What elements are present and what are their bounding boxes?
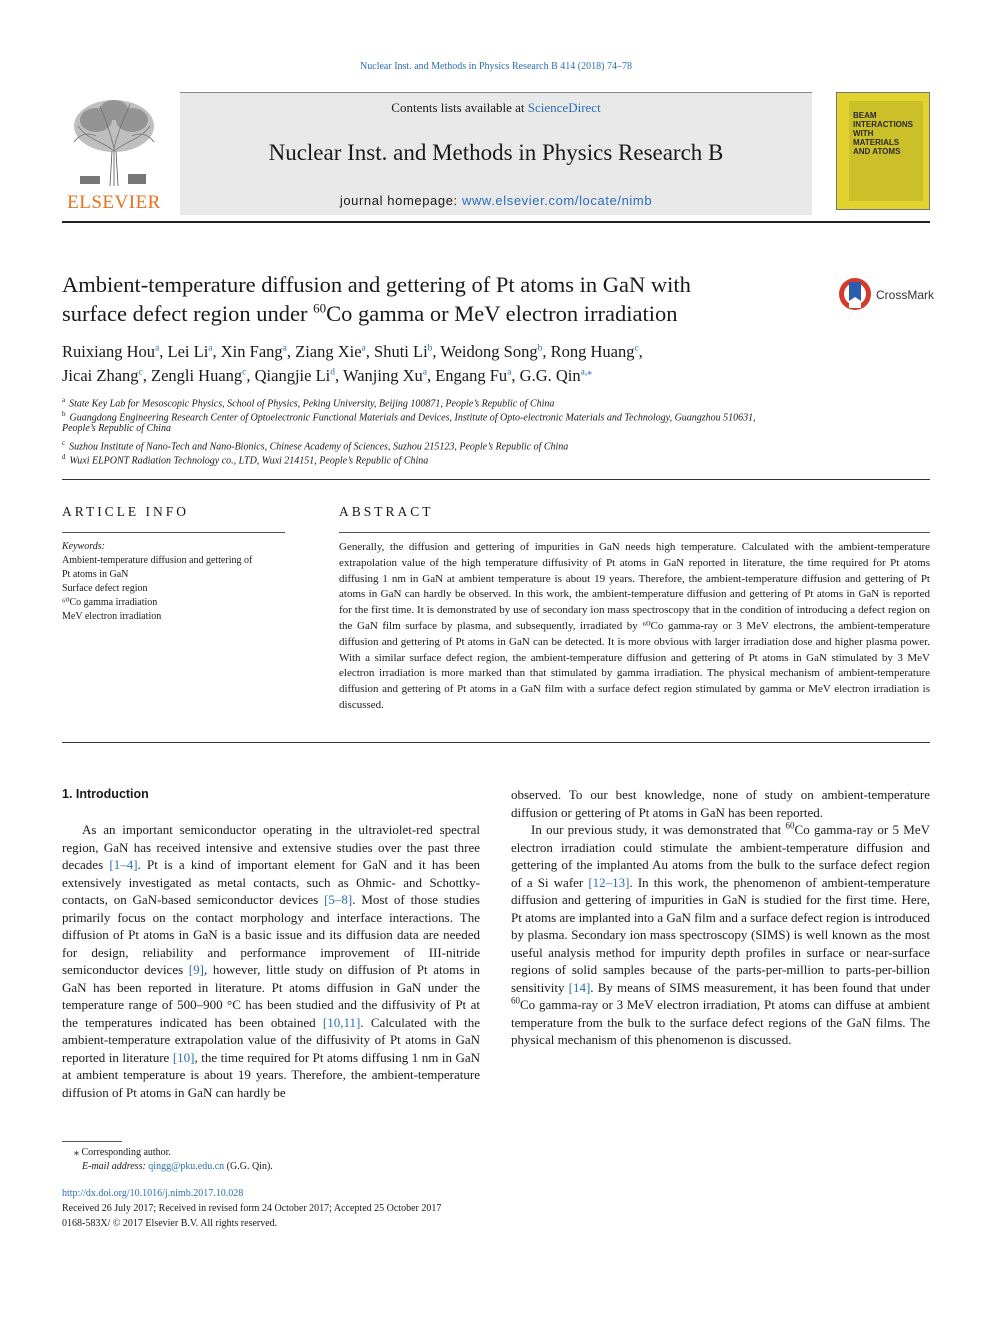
header-rule (62, 221, 930, 223)
author[interactable]: Engang Fu$^a$ (435, 366, 512, 385)
keyword: MeV electron irradiation (62, 611, 162, 622)
text-run: . Pt is a kind of important element for GaN and it has been extensively investigated as metal contacts, such as Ohmic- and Schottky-contacts, on GaN-based semiconductor devices (62, 857, 481, 907)
section-title: 1. Introduction (62, 787, 149, 801)
text-run: , however, little study on diffusion of Pt atoms in GaN has been reported in literature. Pt atoms diffusion in GaN under the temperature range of 500–900 °C has been studied and the diffusivity of Pt at the temperatures indicated has been obtained (62, 962, 480, 1030)
citation-link[interactable]: [12–13] (588, 874, 630, 890)
author[interactable]: Rong Huang$^c$ (550, 342, 639, 361)
citation-link[interactable]: [10] (172, 1049, 195, 1065)
author[interactable]: Zengli Huang$^c$ (150, 366, 247, 385)
author[interactable]: Shuti Li$^b$ (374, 342, 433, 361)
citation-link[interactable]: [14] (568, 979, 591, 995)
text-run: . In this work, the phenomenon of ambient-temperature diffusion and gettering of impurities in GaN is studied for the first time. Here, Pt atoms are implanted into a GaN film and a surface defect region is introduced by plasma. Secondary ion mass spectroscopy (SIMS) is well known as the most useful analysis method for impurity depth profiles in surface or near-surface regions of solid samples because of the parts-per-million to parts-per-billion sensitivity (511, 874, 930, 995)
affiliation-b: $^b$ Guangdong Engineering Research Center of Optoelectronic Functional Materials and Devices, Institute of Opto-electronic Materials and Technology, Guangzhou 510631, (62, 410, 756, 424)
text-run: As an important semiconductor operating in the ultraviolet-red spectral region, GaN has received intensive and extensive studies over the past three decades (62, 822, 480, 872)
author[interactable]: Xin Fang$^a$ (220, 342, 287, 361)
elsevier-tree-logo (66, 96, 162, 188)
author[interactable]: Ziang Xie$^a$ (295, 342, 366, 361)
abstract-text: Generally, the diffusion and gettering of impurities in GaN needs high temperature. Calculated with the ambient-temperature extrapolation value of the high temperature diffusivity of Pt atoms in GaN reported in literature, the time required for Pt atoms diffusing 1 nm in GaN at ambient temperature is about 19 years. Therefore, the ambient-temperature diffusion and gettering of Pt atoms in GaN can hardly be observed. In this work, the ambient-temperature diffusion and gettering of Pt atoms in GaN is reported for the first time. It is demonstrated by use of secondary ion mass spectroscopy that in the condition of introducing a defect region on the GaN film surface by plasma, and subsequently, irradiated by ⁶⁰Co gamma-ray or 3 MeV electrons, the ambient-temperature diffusion and gettering of Pt atoms in GaN can be detected. It is more obvious with larger irradiation dose and higher plasma power. With a similar surface defect region, the ambient-temperature diffusion and gettering of Pt atoms in GaN stimulated by 3 MeV electron irradiation is more marked than that stimulated by gamma irradiation. The physical mechanism of ambient-temperature diffusion and gettering of Pt atoms in a GaN film with a surface defect region stimulated by gamma or MeV electron irradiation is discussed. (339, 541, 930, 711)
homepage-link[interactable]: www.elsevier.com/locate/nimb (461, 193, 653, 208)
text-run: Co gamma-ray or 3 MeV electron irradiation, Pt atoms can diffuse at ambient temperature from the bulk to the surface defect regions of the GaN films. The physical mechanism of this phenomenon is discussed. (511, 997, 930, 1047)
abstract-rule (339, 532, 930, 533)
abstract-heading: ABSTRACT (339, 504, 434, 519)
journal-cover-thumbnail[interactable] (836, 92, 930, 210)
isotope-superscript: 60 (511, 995, 520, 1006)
text-run: . Most of those studies primarily focus on the contact morphology and interface interactions. The diffusion of Pt atoms in GaN is a basic issue and its diffusion data are needed for design, reliability and performance improvement of III-nitride semiconductor devices (62, 892, 480, 977)
cover-title: BEAM INTERACTIONS WITH MATERIALS AND ATOMS (853, 111, 913, 156)
article-info-heading: ARTICLE INFO (62, 504, 190, 519)
text-run: Co gamma-ray or 5 MeV electron irradiation could stimulate the ambient-temperature diffusion and gettering of the implanted Au atoms from the bulk to the surface defect region of a Si wafer (511, 822, 930, 890)
intro-paragraph-2 (511, 821, 930, 1049)
affiliation-a: $^a$ State Key Lab for Mesoscopic Physics, School of Physics, Peking University, Beijing 100871, People’s Republic of China (62, 396, 555, 410)
citation-link[interactable]: [10,11] (322, 1014, 361, 1030)
author[interactable]: G.G. Qin$^{a,⁎}$ (519, 366, 592, 385)
intro-paragraph-1 (62, 821, 480, 1101)
author[interactable]: Qiangjie Li$^d$ (254, 366, 335, 385)
keyword: Ambient-temperature diffusion and gettering of (62, 555, 253, 566)
doi-link[interactable]: http://dx.doi.org/10.1016/j.nimb.2017.10.028 (62, 1188, 244, 1199)
intro-paragraph-1-cont: observed. To our best knowledge, none of study on ambient-temperature diffusion or gettering of Pt atoms in GaN has been reported. (511, 787, 930, 820)
text-run: In our previous study, it was demonstrated that (531, 822, 786, 837)
elsevier-wordmark: ELSEVIER (67, 192, 161, 213)
article-dates: Received 26 July 2017; Received in revised form 24 October 2017; Accepted 25 October 2017 0168-583X/ © 2017 Elsevier B.V. All rights reserved. (62, 1203, 442, 1229)
author[interactable]: Wanjing Xu$^a$ (342, 366, 427, 385)
text-run: . Calculated with the ambient-temperature extrapolation value of the diffusivity of Pt atoms in GaN reported in literature (62, 1014, 480, 1065)
section-rule (62, 479, 930, 480)
email-link[interactable]: qingg@pku.edu.cn (148, 1161, 225, 1172)
running-citation[interactable]: Nuclear Inst. and Methods in Physics Research B 414 (2018) 74–78 (360, 61, 632, 72)
text-run: , the time required for Pt atoms diffusing 1 nm in GaN at ambient temperature is about 19 years. Therefore, the ambient-temperature diffusion of Pt atoms in GaN can hardly be (62, 1049, 481, 1100)
citation-link[interactable]: [9] (188, 962, 204, 977)
keywords: Keywords: Ambient-temperature diffusion and gettering of Pt atoms in GaN Surface defect region ⁶⁰Co gamma irradiation MeV electron irradiation (62, 540, 292, 624)
contents-line: Contents lists available at ScienceDirect (391, 100, 601, 115)
author[interactable]: Weidong Song$^b$ (440, 342, 543, 361)
author[interactable]: Ruixiang Hou$^a$ (62, 342, 160, 361)
author-list: Ruixiang Hou$^a$, Lei Li$^a$, Xin Fang$^a$, Ziang Xie$^a$, Shuti Li$^b$, Weidong Song$^b$, Rong Huang$^c$, Jicai Zhang$^c$, Zengli Huang$^c$, Qiangjie Li$^d$, Wanjing Xu$^a$, Engang Fu$^a$, G.G. Qin$^{a,⁎}$ (62, 342, 643, 385)
crossmark-label[interactable]: CrossMark (876, 288, 935, 302)
affiliation-c: $^c$ Suzhou Institute of Nano-Tech and Nano-Bionics, Chinese Academy of Sciences, Suzhou 215123, People’s Republic of China (62, 439, 569, 453)
journal-name: Nuclear Inst. and Methods in Physics Research B (268, 140, 724, 165)
sciencedirect-link[interactable]: ScienceDirect (527, 100, 601, 115)
right-column (511, 786, 930, 1049)
email-note: E-mail address: qingg@pku.edu.cn (G.G. Qin). (82, 1161, 273, 1172)
citation-link[interactable]: [1–4] (109, 857, 138, 872)
author[interactable]: Jicai Zhang$^c$ (62, 366, 143, 385)
left-column (62, 821, 480, 1101)
keyword: Surface defect region (62, 583, 148, 594)
author[interactable]: Lei Li$^a$ (167, 342, 213, 361)
affiliation-d: $^d$ Wuxi ELPONT Radiation Technology co., LTD, Wuxi 214151, People’s Republic of China (62, 453, 429, 467)
keyword: ⁶⁰Co gamma irradiation (62, 597, 158, 608)
footnote-rule (62, 1141, 122, 1142)
keyword: Pt atoms in GaN (62, 569, 129, 580)
affiliation-b-cont: People’s Republic of China (62, 423, 171, 434)
journal-homepage: journal homepage: www.elsevier.com/locate/nimb (339, 193, 653, 208)
abstract-bottom-rule (62, 742, 930, 743)
article-info-rule (62, 532, 285, 533)
text-run: . By means of SIMS measurement, it has been found that under (590, 979, 930, 995)
citation-link[interactable]: [5–8] (324, 892, 353, 907)
article-title: Ambient-temperature diffusion and gettering of Pt atoms in GaN with surface defect region under $^{60}$Co gamma or MeV electron irradiation (62, 272, 691, 326)
corresponding-author-note: ⁎ Corresponding author. (74, 1147, 171, 1158)
isotope-superscript: 60 (785, 820, 795, 831)
